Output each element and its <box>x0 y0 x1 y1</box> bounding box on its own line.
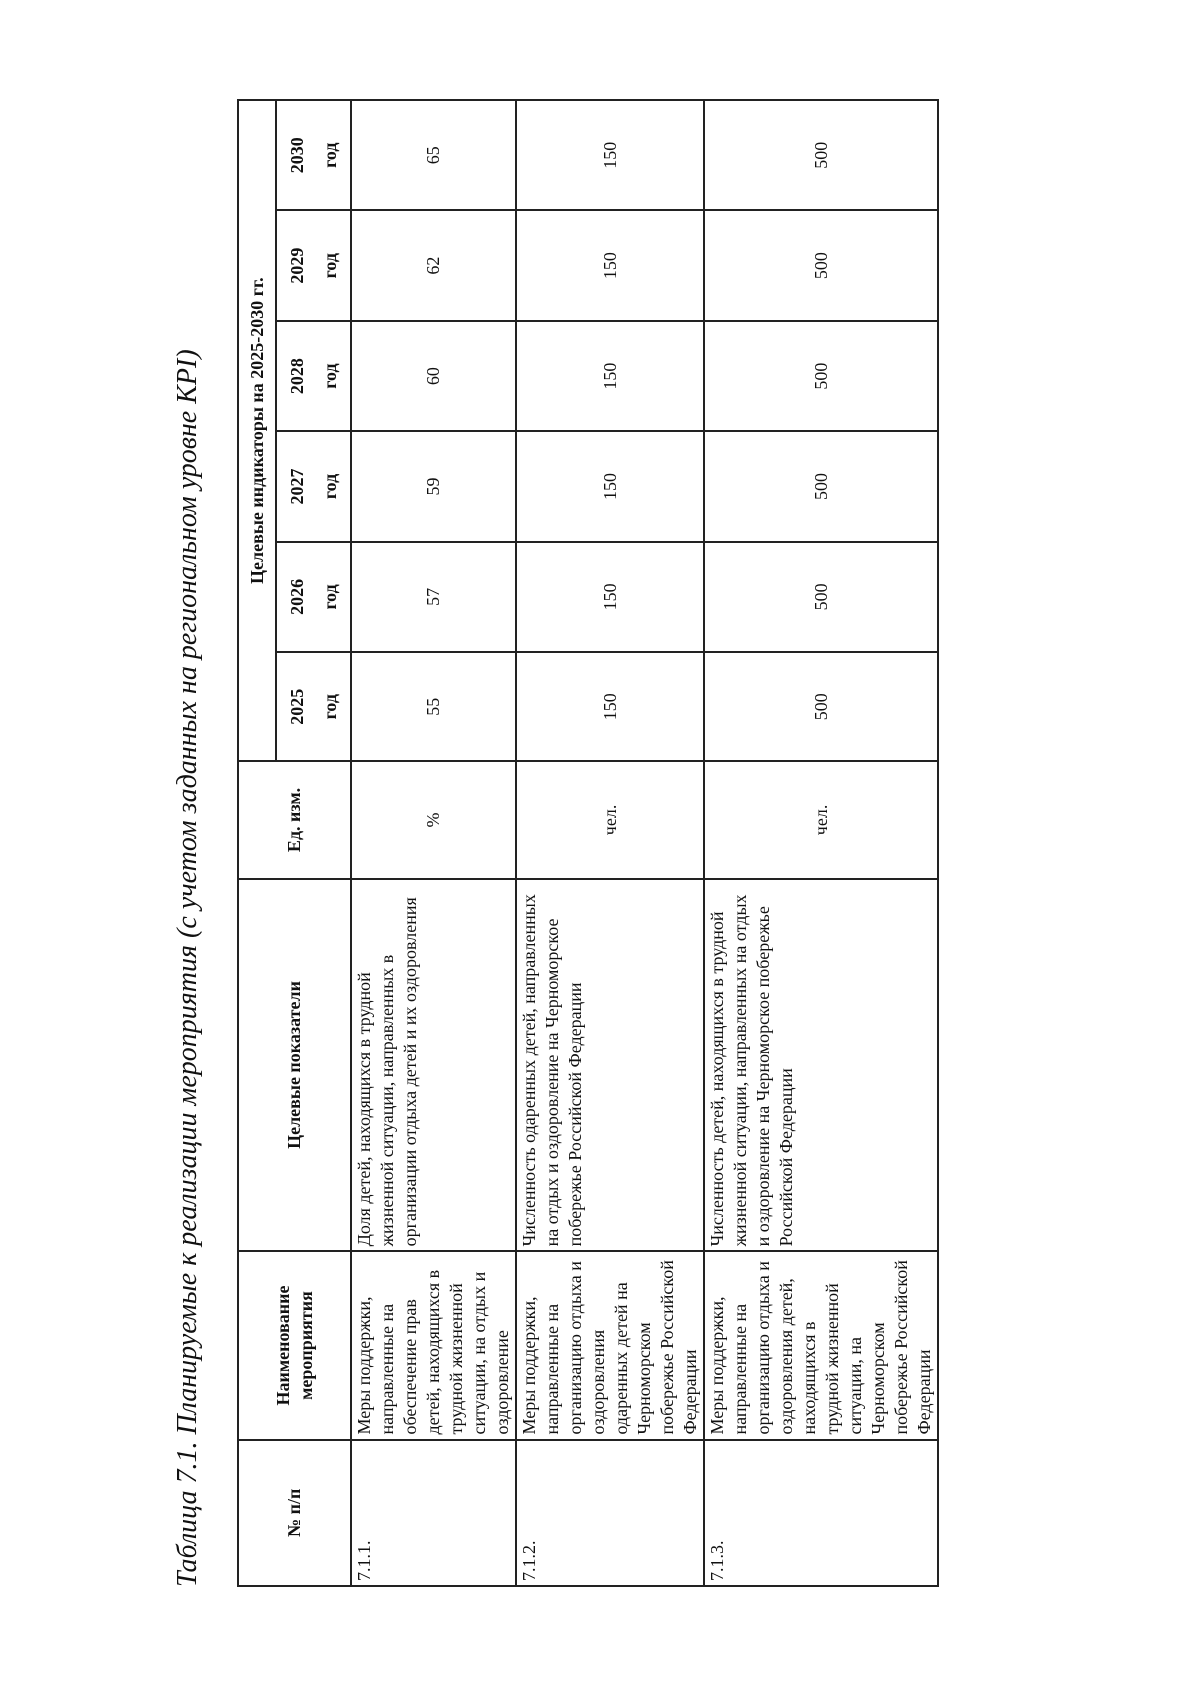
cell-unit: % <box>351 761 516 878</box>
cell-value-2027: 150 <box>516 431 704 541</box>
cell-value-2028: 150 <box>516 321 704 431</box>
header-year-2026: 2026 год <box>276 542 351 652</box>
table-row <box>516 100 704 1586</box>
cell-name: Меры поддержки, направленные на организацию отдыха и оздоровления одаренных детей на Черноморском побережье Российской Федерации <box>516 1251 704 1439</box>
cell-value-2028: 60 <box>351 321 516 431</box>
cell-indicator: Численность одаренных детей, направленных на отдых и оздоровление на Черноморское побережье Российской Федерации <box>516 879 704 1252</box>
cell-value-2026: 57 <box>351 542 516 652</box>
table-row <box>704 100 938 1586</box>
header-indicator: Целевые показатели <box>238 879 351 1252</box>
cell-value-2027: 59 <box>351 431 516 541</box>
header-num: № п/п <box>238 1440 351 1586</box>
cell-num: 7.1.3. <box>704 1440 938 1586</box>
header-year-2027: 2027 год <box>276 431 351 541</box>
cell-name: Меры поддержки, направленные на обеспечение прав детей, находящихся в трудной жизненной ситуации, на отдых и оздоровление <box>351 1251 516 1439</box>
cell-value-2030: 500 <box>704 100 938 210</box>
cell-value-2025: 55 <box>351 652 516 761</box>
cell-value-2030: 150 <box>516 100 704 210</box>
header-year-2029: 2029 год <box>276 210 351 320</box>
cell-value-2029: 500 <box>704 210 938 320</box>
cell-value-2028: 500 <box>704 321 938 431</box>
kpi-table <box>237 99 939 1587</box>
cell-value-2026: 500 <box>704 542 938 652</box>
table-row <box>351 100 516 1586</box>
cell-indicator: Численность детей, находящихся в трудной жизненной ситуации, направленных на отдых и оздоровление на Черноморское побережье Российской Федерации <box>704 879 938 1252</box>
header-year-2028: 2028 год <box>276 321 351 431</box>
cell-num: 7.1.2. <box>516 1440 704 1586</box>
header-unit: Ед. изм. <box>238 761 351 878</box>
table-caption: Таблица 7.1. Планируемые к реализации мероприятия (с учетом заданных на региональном уровне KPI) <box>172 349 203 1587</box>
cell-num: 7.1.1. <box>351 1440 516 1586</box>
header-year-2030: 2030 год <box>276 100 351 210</box>
cell-value-2025: 150 <box>516 652 704 761</box>
cell-value-2025: 500 <box>704 652 938 761</box>
cell-name: Меры поддержки, направленные на организацию отдыха и оздоровления детей, находящихся в трудной жизненной ситуации, на Черноморском побережье Российской Федерации <box>704 1251 938 1439</box>
header-targets-group: Целевые индикаторы на 2025-2030 гг. <box>238 100 276 761</box>
cell-value-2029: 150 <box>516 210 704 320</box>
rotated-content <box>0 97 934 1697</box>
cell-value-2027: 500 <box>704 431 938 541</box>
header-row-1 <box>238 100 276 1586</box>
cell-value-2026: 150 <box>516 542 704 652</box>
cell-unit: чел. <box>516 761 704 878</box>
cell-indicator: Доля детей, находящихся в трудной жизненной ситуации, направленных в организации отдыха детей и их оздоровления <box>351 879 516 1252</box>
cell-value-2030: 65 <box>351 100 516 210</box>
header-name: Наименование мероприятия <box>238 1251 351 1439</box>
cell-value-2029: 62 <box>351 210 516 320</box>
cell-unit: чел. <box>704 761 938 878</box>
header-year-2025: 2025 год <box>276 652 351 761</box>
